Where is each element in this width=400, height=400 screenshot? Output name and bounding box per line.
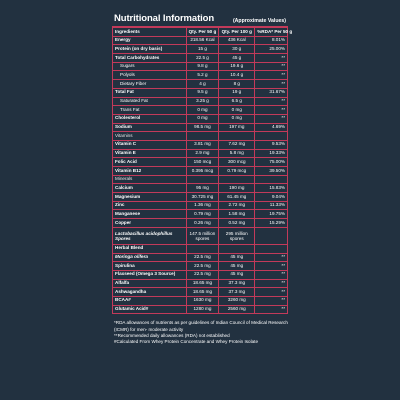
footnote-calculated: #Calculated From Whey Protein Concentrate and Whey Protein Isolate — [114, 338, 259, 344]
ingredient-cell: Moringa olifera — [113, 253, 187, 262]
qty-50g-cell: 1630 mg — [186, 296, 219, 305]
qty-50g-cell: 30.725 mg — [186, 193, 219, 202]
qty-50g-cell: 18.65 mg — [186, 288, 219, 297]
qty-50g-cell: 3.81 mg — [186, 140, 219, 149]
ingredient-cell: Spirulina — [113, 262, 187, 271]
qty-50g-cell: 98.5 mg — [186, 123, 219, 132]
qty-100g-cell: 37.3 mg — [219, 279, 255, 288]
rda-cell: 19.75% — [255, 210, 288, 219]
rda-cell: 4.69% — [255, 123, 288, 132]
ingredient-cell: Polyols — [113, 71, 187, 80]
rda-cell: ** — [255, 279, 288, 288]
ingredient-cell: Protein (on dry basis) — [113, 45, 187, 54]
table-row — [113, 253, 288, 262]
section-row — [113, 175, 288, 184]
ingredient-cell: Minerals — [113, 175, 187, 184]
rda-cell: 9.53% — [255, 140, 288, 149]
qty-100g-cell: 8 g — [219, 80, 255, 89]
table-row — [113, 201, 288, 210]
table-row — [113, 97, 288, 106]
qty-100g-cell: 45 mg — [219, 270, 255, 279]
qty-50g-cell: 18.65 mg — [186, 279, 219, 288]
qty-50g-cell: 4 g — [186, 80, 219, 89]
table-row — [113, 167, 288, 176]
qty-100g-cell: 1.58 mg — [219, 210, 255, 219]
title-row — [112, 9, 288, 27]
rda-cell — [255, 132, 288, 141]
table-row — [113, 45, 288, 54]
table-row — [113, 244, 288, 253]
ingredient-cell: Calcium — [113, 184, 187, 193]
qty-50g-cell: 95 mg — [186, 184, 219, 193]
table-row — [113, 279, 288, 288]
table-row — [113, 296, 288, 305]
header-qty-100g: Qty. Per 100 g — [219, 28, 255, 37]
qty-50g-cell: 9.5 g — [186, 88, 219, 97]
qty-100g-cell: 6.5 g — [219, 97, 255, 106]
ingredient-cell: Vitamin C — [113, 140, 187, 149]
rda-cell: ** — [255, 71, 288, 80]
rda-cell: ** — [255, 114, 288, 123]
table-row — [113, 210, 288, 219]
rda-cell: 8.01% — [255, 36, 288, 45]
qty-100g-cell: 2.72 mg — [219, 201, 255, 210]
section-row — [113, 132, 288, 141]
table-row — [113, 54, 288, 63]
table-row — [113, 140, 288, 149]
panel-subtitle: (Approximate Values) — [232, 18, 286, 24]
table-row — [113, 149, 288, 158]
qty-100g-cell: 45 mg — [219, 262, 255, 271]
rda-cell: ** — [255, 62, 288, 71]
qty-100g-cell — [219, 175, 255, 184]
rda-cell: ** — [255, 296, 288, 305]
ingredient-cell: Alfalfa — [113, 279, 187, 288]
qty-50g-cell: 9.8 g — [186, 62, 219, 71]
table-row — [113, 62, 288, 71]
ingredient-cell: Total Carbohydrates — [113, 54, 187, 63]
rda-cell: ** — [255, 106, 288, 115]
nutrition-panel — [112, 9, 293, 393]
qty-50g-cell: 3.25 g — [186, 97, 219, 106]
rda-cell: ** — [255, 270, 288, 279]
header-qty-50g: Qty. Per 50 g — [186, 28, 219, 37]
ingredient-cell: Vitamin B12 — [113, 167, 187, 176]
ingredient-cell: Vitamins — [113, 132, 187, 141]
rda-cell: ** — [255, 288, 288, 297]
ingredient-cell: Folic Acid — [113, 158, 187, 167]
ingredient-cell: Lactobacillus acidophillus Spores — [113, 227, 187, 244]
qty-50g-cell: 5.2 g — [186, 71, 219, 80]
table-row — [113, 80, 288, 89]
table-row — [113, 106, 288, 115]
table-row — [113, 36, 288, 45]
qty-100g-cell: 19 g — [219, 88, 255, 97]
ingredient-cell: Manganese — [113, 210, 187, 219]
ingredient-cell: Ashwagandha — [113, 288, 187, 297]
rda-cell: ** — [255, 54, 288, 63]
qty-50g-cell: 2.9 mg — [186, 149, 219, 158]
table-header-row — [113, 28, 288, 37]
qty-100g-cell: 45 g — [219, 54, 255, 63]
rda-cell: 15.83% — [255, 184, 288, 193]
table-row — [113, 305, 288, 314]
qty-50g-cell: 0.26 mg — [186, 219, 219, 228]
qty-50g-cell: 22.5 mg — [186, 253, 219, 262]
rda-cell: 39.50% — [255, 167, 288, 176]
qty-50g-cell: 15 g — [186, 45, 219, 54]
table-row — [113, 193, 288, 202]
header-ingredients: Ingredients — [113, 28, 187, 37]
qty-100g-cell: 3260 mg — [219, 296, 255, 305]
qty-50g-cell: 0.395 mcg — [186, 167, 219, 176]
qty-100g-cell: 0.52 mg — [219, 219, 255, 228]
rda-cell: 15.29% — [255, 219, 288, 228]
footnote-rda: *RDA allowances of nutrients as per guidelines of Indian Council of Medical Research (ICMR) for men- moderate activity — [114, 320, 288, 332]
qty-50g-cell: 22.5 mg — [186, 270, 219, 279]
ingredient-cell: Zinc — [113, 201, 187, 210]
header-rda: %RDA* Per 50 g — [255, 28, 288, 37]
table-row — [113, 158, 288, 167]
ingredient-cell: Total Fat — [113, 88, 187, 97]
rda-cell: 75.00% — [255, 158, 288, 167]
ingredient-cell: Herbal Blend — [113, 244, 187, 253]
qty-50g-cell: 147.5 million spores — [186, 227, 219, 244]
rda-cell: ** — [255, 80, 288, 89]
footnotes — [112, 320, 288, 345]
table-row — [113, 114, 288, 123]
rda-cell: ** — [255, 97, 288, 106]
qty-100g-cell: 197 mg — [219, 123, 255, 132]
rda-cell: 9.04% — [255, 193, 288, 202]
qty-100g-cell: 190 mg — [219, 184, 255, 193]
table-row — [113, 219, 288, 228]
table-row — [113, 227, 288, 244]
qty-100g-cell: 300 mcg — [219, 158, 255, 167]
rda-cell: 25.00% — [255, 45, 288, 54]
ingredient-cell: Cholesterol — [113, 114, 187, 123]
qty-100g-cell: 30 g — [219, 45, 255, 54]
qty-50g-cell: 150 mcg — [186, 158, 219, 167]
qty-100g-cell — [219, 244, 255, 253]
rda-cell — [255, 227, 288, 244]
table-row — [113, 88, 288, 97]
rda-cell — [255, 244, 288, 253]
ingredient-cell: Flaxseed (Omega 3 Source) — [113, 270, 187, 279]
qty-100g-cell: 0 mg — [219, 114, 255, 123]
ingredient-cell: Trans Fat — [113, 106, 187, 115]
rda-cell: 19.33% — [255, 149, 288, 158]
ingredient-cell: Glutamic Acid# — [113, 305, 187, 314]
ingredient-cell: BCAA# — [113, 296, 187, 305]
rda-cell: ** — [255, 262, 288, 271]
table-row — [113, 184, 288, 193]
ingredient-cell: Saturated Fat — [113, 97, 187, 106]
qty-100g-cell: 61.45 mg — [219, 193, 255, 202]
table-row — [113, 288, 288, 297]
qty-100g-cell: 45 mg — [219, 253, 255, 262]
ingredient-cell: Sugars — [113, 62, 187, 71]
qty-100g-cell: 2560 mg — [219, 305, 255, 314]
qty-50g-cell: 0 mg — [186, 114, 219, 123]
qty-50g-cell: 218.56 Kcal — [186, 36, 219, 45]
ingredient-cell: Copper — [113, 219, 187, 228]
table-row — [113, 270, 288, 279]
qty-50g-cell: 0 mg — [186, 106, 219, 115]
ingredient-cell: Dietary Fiber — [113, 80, 187, 89]
rda-cell — [255, 175, 288, 184]
qty-50g-cell: 22.5 mg — [186, 262, 219, 271]
qty-100g-cell: 37.3 mg — [219, 288, 255, 297]
qty-50g-cell — [186, 244, 219, 253]
ingredient-cell: Sodium — [113, 123, 187, 132]
qty-100g-cell — [219, 132, 255, 141]
qty-50g-cell — [186, 132, 219, 141]
ingredient-cell: Magnesium — [113, 193, 187, 202]
rda-cell: 11.33% — [255, 201, 288, 210]
rda-cell: 31.67% — [255, 88, 288, 97]
qty-100g-cell: 10.4 g — [219, 71, 255, 80]
qty-50g-cell: 22.5 g — [186, 54, 219, 63]
table-row — [113, 71, 288, 80]
rda-cell: ** — [255, 253, 288, 262]
ingredient-cell: Energy — [113, 36, 187, 45]
footnote-not-established: **Recommended daily allowances (RDA) not established — [114, 332, 230, 338]
qty-50g-cell: 1280 mg — [186, 305, 219, 314]
qty-100g-cell: 0.79 mcg — [219, 167, 255, 176]
panel-title: Nutritional Information — [114, 13, 215, 24]
qty-100g-cell: 19.6 g — [219, 62, 255, 71]
qty-50g-cell: 0.79 mg — [186, 210, 219, 219]
qty-50g-cell: 1.36 mg — [186, 201, 219, 210]
qty-100g-cell: 436 Kcal — [219, 36, 255, 45]
qty-100g-cell: 0 mg — [219, 106, 255, 115]
qty-50g-cell — [186, 175, 219, 184]
table-row — [113, 262, 288, 271]
qty-100g-cell: 7.62 mg — [219, 140, 255, 149]
qty-100g-cell: 295 million spores — [219, 227, 255, 244]
qty-100g-cell: 5.8 mg — [219, 149, 255, 158]
ingredient-cell: Vitamin E — [113, 149, 187, 158]
rda-cell: ** — [255, 305, 288, 314]
nutrition-table — [112, 27, 293, 314]
table-row — [113, 123, 288, 132]
